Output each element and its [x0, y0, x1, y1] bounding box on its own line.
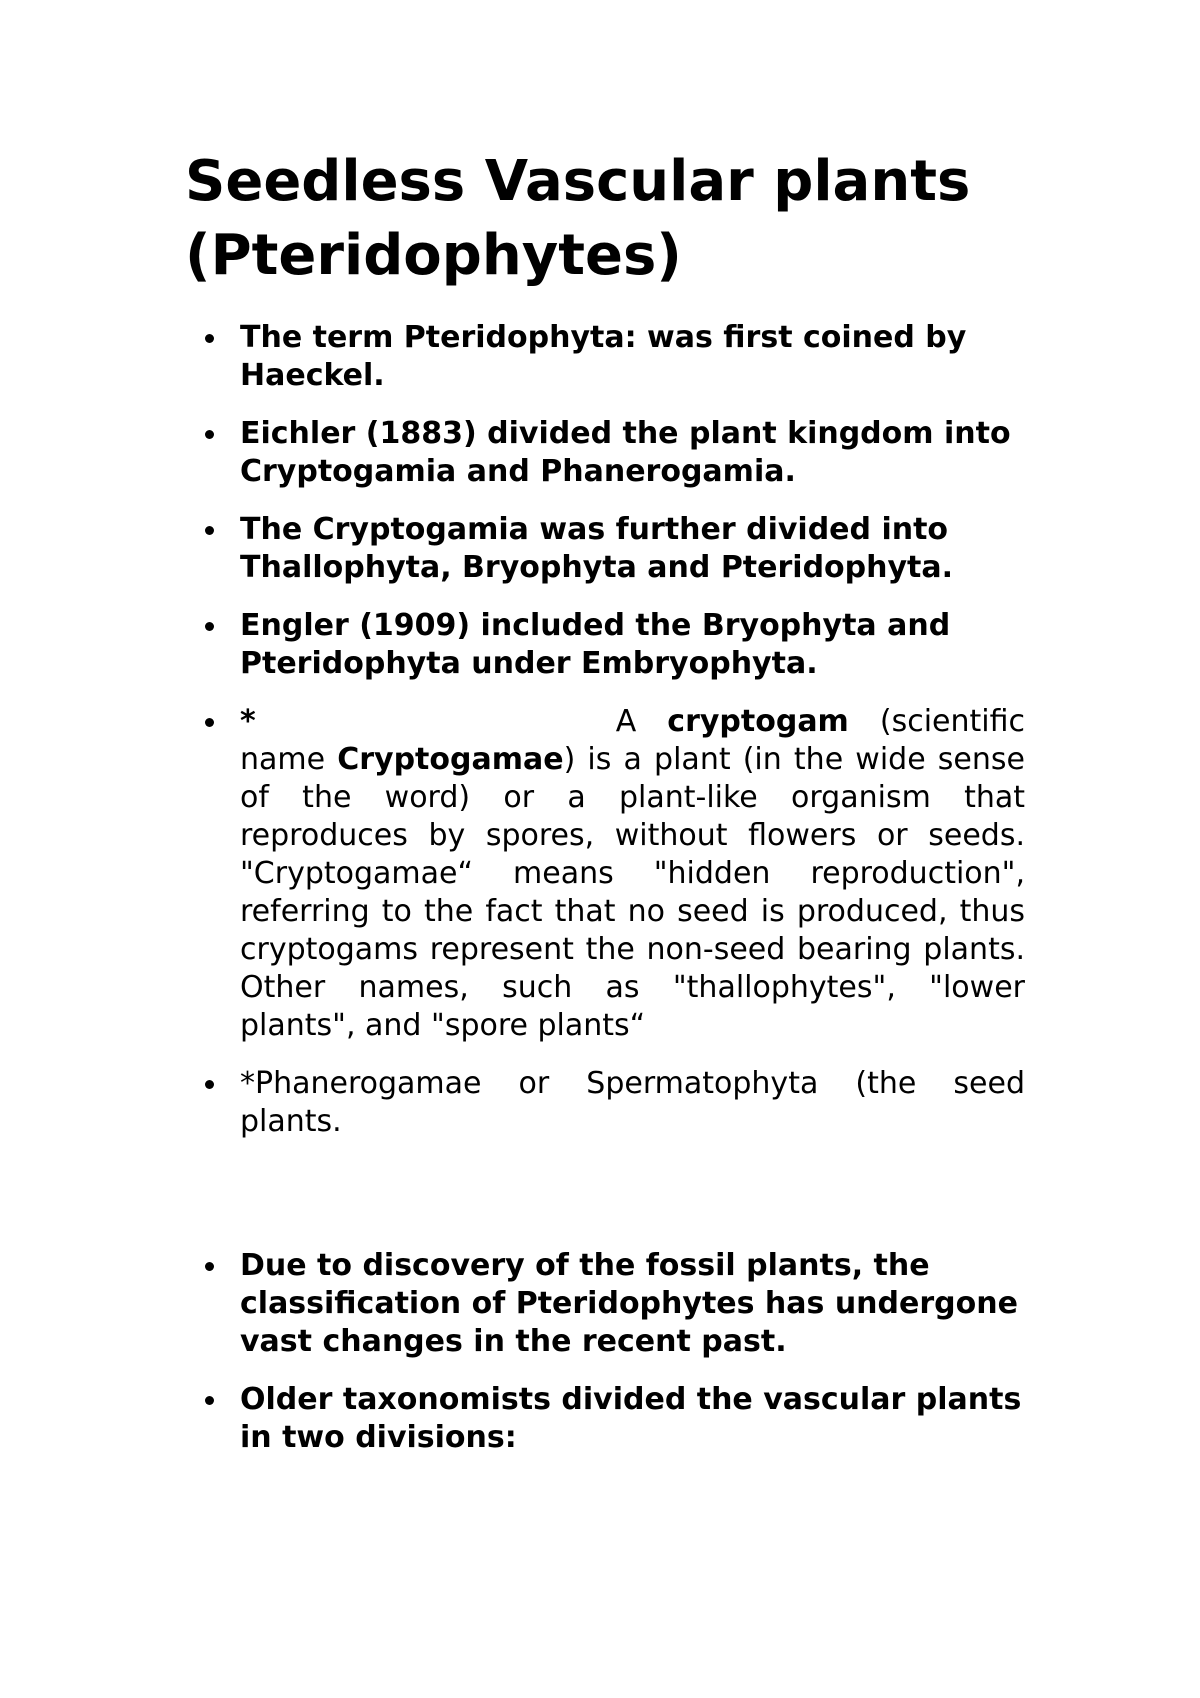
bullet-text: The Cryptogamia was further divided into Thallophyta, Bryophyta and Pteridophyta.: [240, 512, 954, 585]
bullet-item-eichler: [185, 415, 1025, 491]
bullet-dot-icon: [205, 526, 214, 535]
bullet-item-fossil-discovery: [185, 1247, 1025, 1361]
title-line-2: (Pteridophytes): [185, 223, 682, 288]
bullet-item-cryptogam-definition: [185, 703, 1025, 1045]
bullet-text: Due to discovery of the fossil plants, the classification of Pteridophytes has undergone vast changes in the recent past.: [240, 1248, 1018, 1359]
bullet-item-phanerogamae: [185, 1065, 1025, 1141]
bullet-dot-icon: [205, 718, 214, 727]
bullet-dot-icon: [205, 334, 214, 343]
bullet-dot-icon: [205, 1080, 214, 1089]
bullet-dot-icon: [205, 1396, 214, 1405]
bullet-item-pteridophyta-term: [185, 319, 1025, 395]
bullet-text: Eichler (1883) divided the plant kingdom into Cryptogamia and Phanerogamia.: [240, 416, 1011, 489]
bullet-item-cryptogamia-division: [185, 511, 1025, 587]
definition-text: ) is a plant (in the wide sense of the word) or a plant-like organism that reproduces by spores, without flowers or seeds. "Cryptogamae“ means "hidden reproduction", referring to the fact that no seed is produced, thus cryptogams represent the non-seed bearing plants. Other names, such as "thallophytes", "lower plants", and "spore plants“: [240, 742, 1025, 1043]
bullet-item-older-taxonomists: [185, 1381, 1025, 1457]
asterisk: *: [240, 704, 256, 739]
term-cryptogam: cryptogam: [667, 704, 849, 739]
bullet-list: [185, 319, 1025, 1161]
bullet-dot-icon: [205, 622, 214, 631]
bullet-dot-icon: [205, 430, 214, 439]
bullet-text: Engler (1909) included the Bryophyta and Pteridophyta under Embryophyta.: [240, 608, 951, 681]
scientific-name-label: (scientific name: [240, 704, 1025, 777]
bullet-text: The term Pteridophyta: was first coined by Haeckel.: [240, 320, 967, 393]
term-cryptogamae: Cryptogamae: [337, 742, 564, 777]
bullet-item-engler: [185, 607, 1025, 683]
bullet-list-continued: [185, 1247, 1025, 1477]
page-title: [185, 145, 1045, 293]
bullet-dot-icon: [205, 1262, 214, 1271]
bullet-text: *Phanerogamae or Spermatophyta (the seed plants.: [240, 1066, 1025, 1139]
title-line-1: Seedless Vascular plants: [185, 149, 971, 214]
bullet-text: Older taxonomists divided the vascular plants in two divisions:: [240, 1382, 1022, 1455]
article-text: A: [615, 704, 637, 739]
